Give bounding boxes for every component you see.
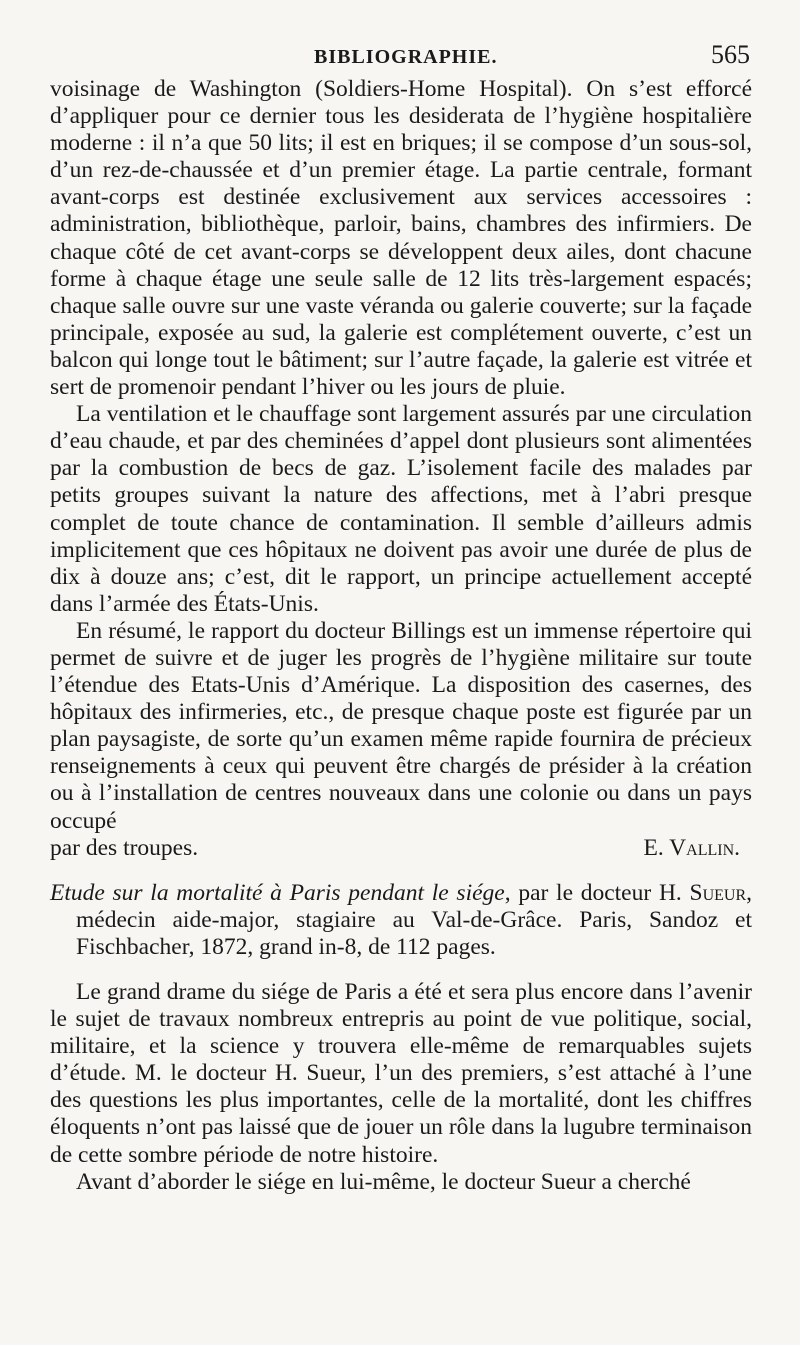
- paragraph-1: voisinage de Washington (Soldiers-Home Hospital). On s’est efforcé d’appliquer pour ce dernier tous les desiderata de l’hygiène hospitalière moderne : il n’a que 50 lits; il est en briques; il se compose d’un sous-sol, d’un rez-de-chaussée et d’un premier étage. La partie centrale, formant avant-corps est destinée exclusivement aux services accessoires : administration, bibliothèque, parloir, bains, chambres des infirmiers. De chaque côté de cet avant-corps se développent deux ailes, dont chacune forme à chaque étage une seule salle de 12 lits très-largement espacés; chaque salle ouvre sur une vaste véranda ou galerie couverte; sur la façade principale, exposée au sud, la galerie est complétement ouverte, c’est un balcon qui longe tout le bâtiment; sur l’autre façade, la galerie est vitrée et sert de promenoir pendant l’hiver ou les jours de pluie.: [50, 76, 752, 401]
- running-title: BIBLIOGRAPHIE.: [314, 46, 498, 68]
- author-signature: E. Vallin.: [643, 834, 740, 861]
- body-text: [50, 76, 752, 1196]
- reference-author: H. Sueur: [658, 879, 747, 906]
- paragraph-2: La ventilation et le chauffage sont largement assurés par une circulation d’eau chaude, et par des cheminées d’appel dont plusieurs sont alimentées par la combustion de becs de gaz. L’isolement facile des malades par petits groupes suivant la nature des affections, met à l’abri presque complet de toute chance de contamination. Il semble d’ailleurs admis implicitement que ces hôpitaux ne doivent pas avoir une durée de plus de dix à douze ans; c’est, dit le rapport, un principe actuellement accepté dans l’armée des États-Unis.: [50, 401, 752, 617]
- page-header: [50, 40, 752, 76]
- signature-line: [50, 835, 752, 862]
- page-number: 565: [711, 40, 750, 69]
- reference-details: , médecin aide-major, stagiaire au Val-de-Grâce. Paris, Sandoz et Fischbacher, 1872, grand in-8, de 112 pages.: [76, 879, 753, 960]
- bibliographic-reference: [50, 880, 752, 961]
- paragraph-6: Avant d’aborder le siége en lui-même, le docteur Sueur a cherché: [76, 1168, 691, 1195]
- paragraph-3-end: par des troupes.: [50, 834, 199, 861]
- reference-title: Etude sur la mortalité à Paris pendant le siége: [50, 879, 505, 906]
- paragraph-5: Le grand drame du siége de Paris a été et sera plus encore dans l’avenir le sujet de travaux nombreux entrepris au point de vue politique, social, militaire, et la science y trouvera elle-même de remarquables sujets d’étude. M. le docteur H. Sueur, l’un des premiers, s’est attaché à l’une des questions les plus importantes, celle de la mortalité, dont les chiffres éloquents n’ont pas laissé que de jouer un rôle dans la lugubre terminaison de cette sombre période de notre histoire.: [50, 979, 752, 1168]
- paragraph-3: En résumé, le rapport du docteur Billings est un immense répertoire qui permet de suivre et de juger les progrès de l’hygiène militaire sur toute l’étendue des Etats-Unis d’Amérique. La disposition des casernes, des hôpitaux des infirmeries, etc., de presque chaque poste est figurée par un plan paysagiste, de sorte qu’un examen même rapide fournira de précieux renseignements à ceux qui peuvent être chargés de présider à la création ou à l’installation de centres nouveaux dans une colonie ou dans un pays occupé: [50, 617, 752, 834]
- reference-by: , par le docteur: [504, 879, 652, 906]
